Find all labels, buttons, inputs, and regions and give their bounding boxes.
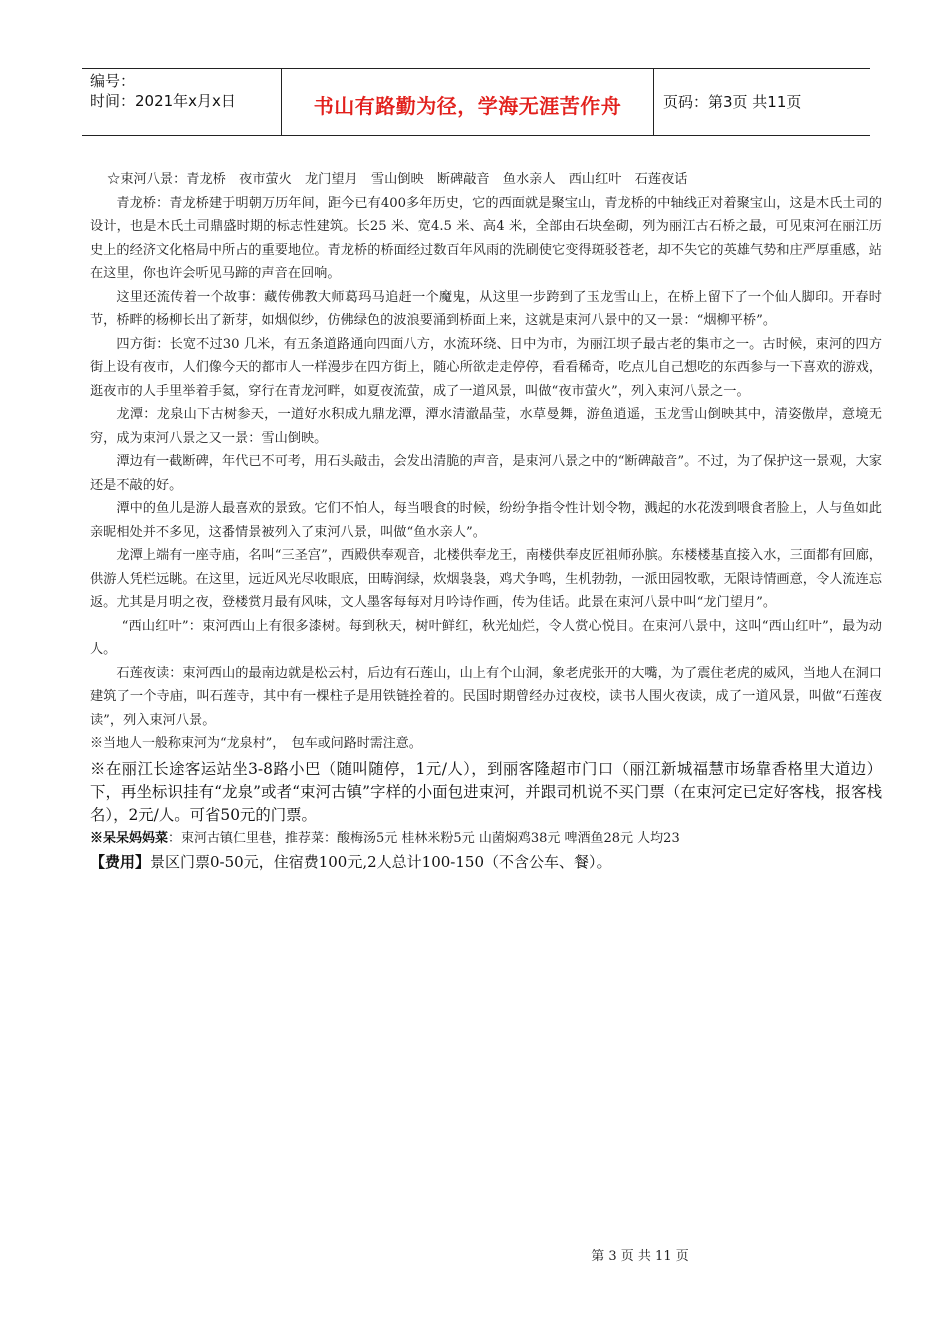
note-transport: ※在丽江长途客运站坐3-8路小巴（随叫随停，1元/人），到丽客隆超市门口（丽江新城福慧市场靠香格里大道边）下，再坐标识挂有“龙泉”或者“束河古镇”字样的小面包进束河，并跟司机说不买门票（在束河定已定好客栈，报客栈名），2元/人。可省50元的门票。	[90, 759, 882, 824]
paragraph-sansheng-temple: 龙潭上端有一座寺庙，名叫“三圣宫”，西殿供奉观音，北楼供奉龙王，南楼供奉皮匠祖师孙膑。东楼楼基直接入水，三面都有回廊，供游人凭栏远眺。在这里，远近风光尽收眼底，田畴润绿，炊烟袅袅，鸡犬争鸣，生机勃勃，一派田园牧歌，无限诗情画意，令人流连忘返。尤其是月明之夜，登楼赏月最有风味，文人墨客每每对月吟诗作画，传为佳话。此景在束河八景中叫“龙门望月”。	[90, 548, 882, 610]
page-footer: 第 3 页 共 11 页	[591, 1249, 689, 1264]
paragraph-broken-stele: 潭边有一截断碑，年代已不可考，用石头敲击，会发出清脆的声音，是束河八景之中的“断碑敲音”。不过，为了保护这一景观，大家还是不敲的好。	[90, 454, 882, 493]
note-cost	[90, 850, 882, 874]
eight-scenes-line: ☆束河八景：青龙桥 夜市萤火 龙门望月 雪山倒映 断碑敲音 鱼水亲人 西山红叶 石莲夜话	[107, 172, 688, 187]
document-body	[90, 168, 882, 874]
number-label: 编号：	[90, 72, 136, 90]
restaurant-name: ※呆呆妈妈菜	[90, 830, 169, 846]
cost-label: 【费用】	[90, 853, 151, 871]
header-page-number: 页码：第3页 共11页	[663, 93, 802, 111]
paragraph-qinglong-bridge: 青龙桥：青龙桥建于明朝万历年间，距今已有400多年历史，它的西面就是聚宝山，青龙桥的中轴线正对着聚宝山，这是木氏土司的设计，也是木氏土司鼎盛时期的标志性建筑。长25 米、宽4.5 米、高4 米，全部由石块垒砌，列为丽江古石桥之最，可见束河在丽江历史上的经济文化格局中所占的重要地位。青龙桥的桥面经过数百年风雨的洗刷使它变得斑驳苍老，却不失它的英雄气势和庄严厚重感，站在这里，你也许会听见马蹄的声音在回响。	[90, 195, 882, 281]
paragraph-legend: 这里还流传着一个故事：藏传佛教大师葛玛马追赶一个魔鬼，从这里一步跨到了玉龙雪山上，在桥上留下了一个仙人脚印。开春时节，桥畔的杨柳长出了新芽，如烟似纱，仿佛绿色的波浪要涌到桥面上来，这就是束河八景中的又一景：“烟柳平桥”。	[90, 289, 882, 328]
header-divider-2	[653, 69, 654, 135]
note-restaurant	[90, 827, 882, 851]
time-label: 时间：2021年x月x日	[90, 92, 236, 110]
document-header	[82, 68, 870, 136]
paragraph-west-hill: “西山红叶”：束河西山上有很多漆树。每到秋天，树叶鲜红，秋光灿烂，令人赏心悦目。在束河八景中，这叫“西山红叶”，最为动人。	[90, 618, 882, 657]
header-meta	[90, 71, 280, 111]
paragraph-fish: 潭中的鱼儿是游人最喜欢的景致。它们不怕人，每当喂食的时候，纷纷争指令性计划令物，溅起的水花泼到喂食者脸上，人与鱼如此亲昵相处并不多见，这番情景被列入了束河八景，叫做“鱼水亲人”。	[90, 501, 882, 540]
note-longquan: ※当地人一般称束河为“龙泉村”， 包车或问路时需注意。	[90, 736, 422, 751]
paragraph-sifang-street: 四方街：长宽不过30 几米，有五条道路通向四面八方，水流环绕、日中为市，为丽江坝子最古老的集市之一。古时候，束河的四方街上设有夜市，人们像今天的都市人一样漫步在四方街上，随心所欲走走停停，看看稀奇，吃点儿自己想吃的东西参与一下喜欢的游戏，逛夜市的人手里举着手氦，穿行在青龙河畔，如夏夜流萤，成了一道风景，叫做“夜市萤火”，列入束河八景之一。	[90, 336, 882, 399]
cost-details: 景区门票0-50元，住宿费100元,2人总计100-150（不含公车、餐）。	[150, 853, 612, 871]
paragraph-shilian: 石莲夜读：束河西山的最南边就是松云村，后边有石莲山，山上有个山洞，象老虎张开的大嘴，为了震住老虎的威风，当地人在洞口建筑了一个寺庙，叫石莲寺，其中有一棵柱子是用铁链拴着的。民国时期曾经办过夜校，读书人围火夜读，成了一道风景，叫做“石莲夜读”，列入束河八景。	[90, 665, 882, 728]
restaurant-details: ：束河古镇仁里巷，推荐菜：酸梅汤5元 桂林米粉5元 山菌焖鸡38元 啤酒鱼28元 人均23	[168, 830, 680, 846]
paragraph-dragon-pool: 龙潭：龙泉山下古树参天，一道好水积成九鼎龙潭，潭水清澈晶莹，水草曼舞，游鱼逍遥，玉龙雪山倒映其中，清姿傲岸，意境无穷，成为束河八景之又一景：雪山倒映。	[90, 407, 882, 446]
header-motto: 书山有路勤为径，学海无涯苦作舟	[313, 94, 622, 118]
